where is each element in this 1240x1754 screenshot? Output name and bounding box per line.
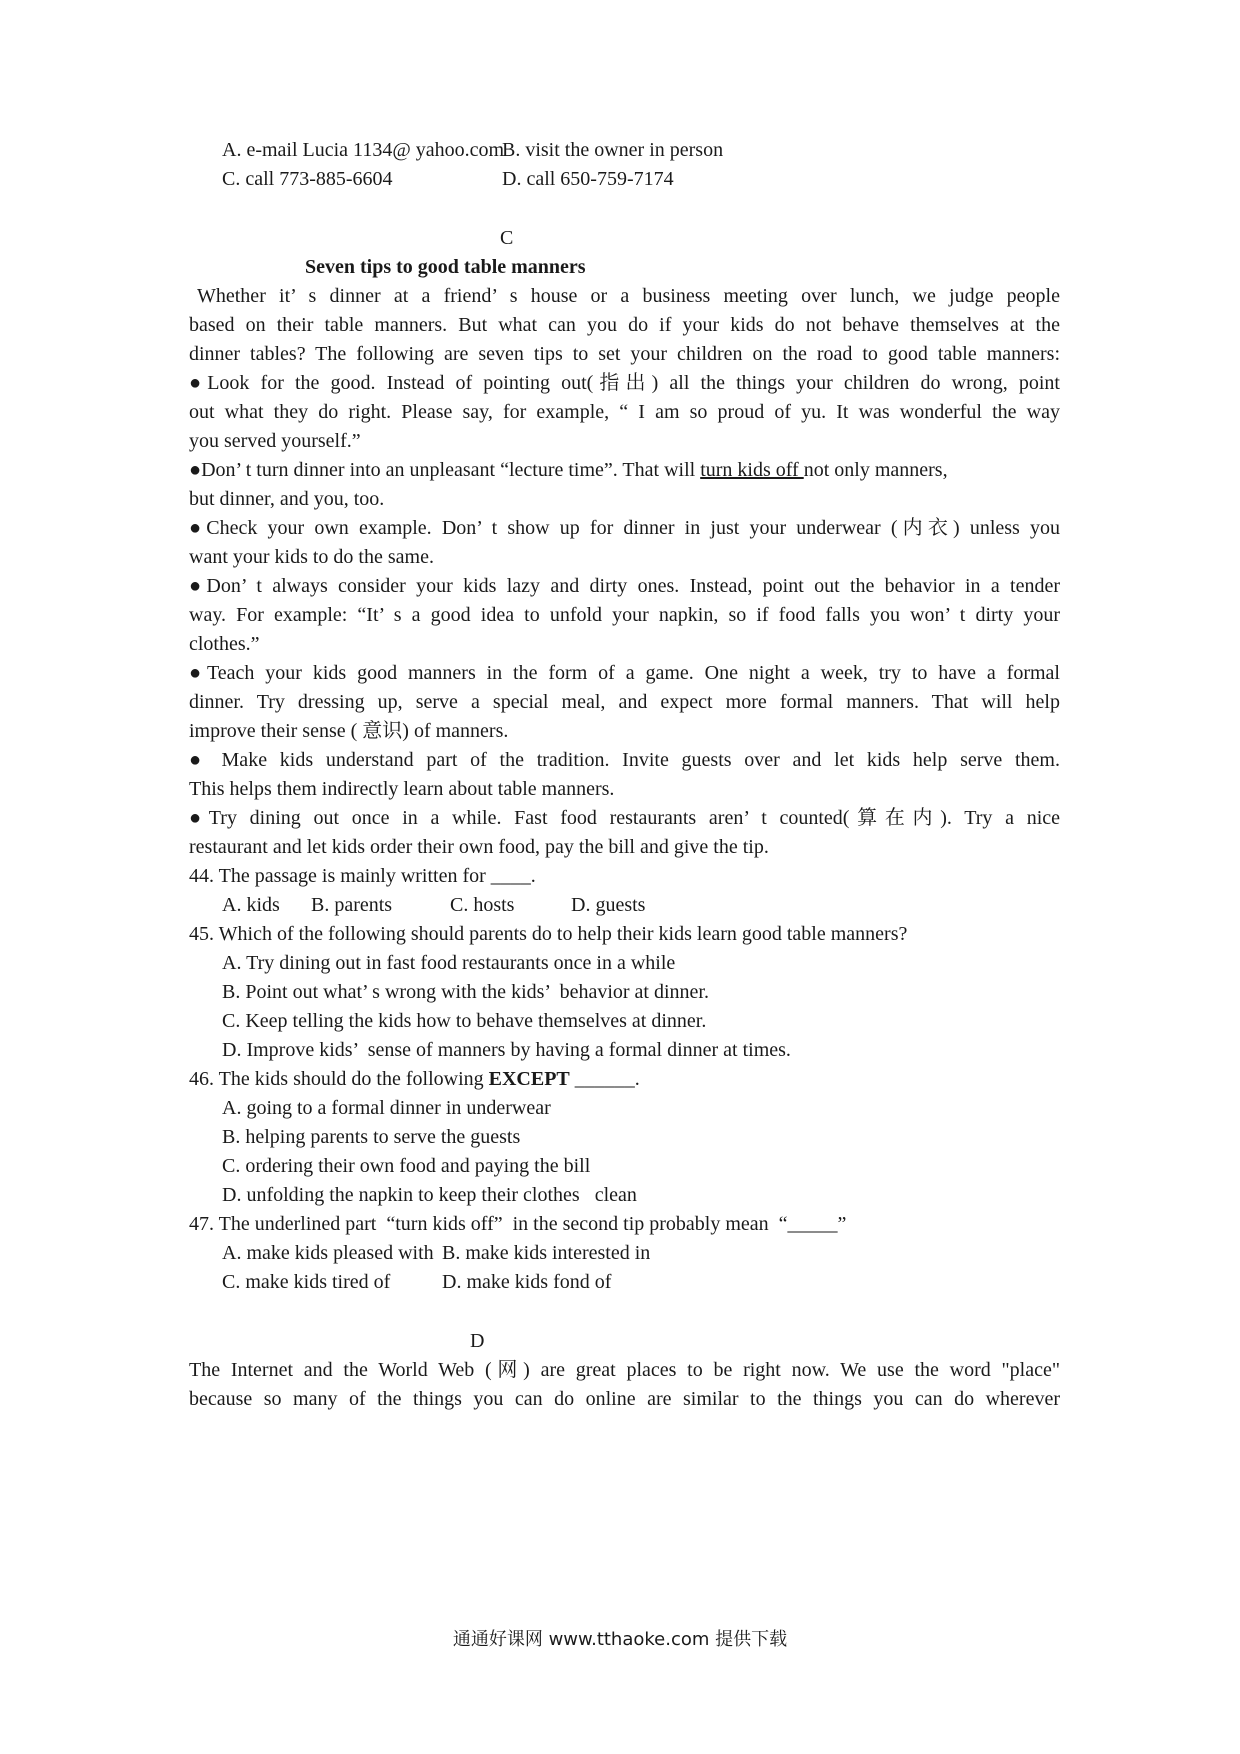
tip1-line-3: you served yourself.”: [189, 430, 361, 452]
tip2-text-pre: ●Don’ t turn dinner into an unpleasant “lecture time”. That will: [189, 459, 701, 481]
tip7-line-1: ●Try dining out once in a while. Fast food restaurants aren’ t counted(算在内). Try a nice: [189, 807, 1060, 829]
q45-option-b: B. Point out what’ s wrong with the kids’ behavior at dinner.: [222, 981, 709, 1003]
intro-line-2: based on their table manners. But what can you do if your kids do not behave themselves at the: [189, 314, 1060, 336]
question-44-stem: 44. The passage is mainly written for ____.: [189, 865, 536, 887]
question-45-stem: 45. Which of the following should parents do to help their kids learn good table manners?: [189, 923, 908, 945]
prev-option-c: C. call 773-885-6604: [222, 168, 393, 190]
q47-option-b: B. make kids interested in: [442, 1242, 651, 1264]
tip7-line-2: restaurant and let kids order their own food, pay the bill and give the tip.: [189, 836, 769, 858]
section-d-letter: D: [470, 1330, 485, 1352]
q46-option-b: B. helping parents to serve the guests: [222, 1126, 521, 1148]
q45-option-c: C. Keep telling the kids how to behave themselves at dinner.: [222, 1010, 707, 1032]
tip2-text-post: not only manners,: [803, 459, 948, 481]
section-d-line-2: because so many of the things you can do online are similar to the things you can do wherever: [189, 1388, 1060, 1410]
tip4-line-3: clothes.”: [189, 633, 260, 655]
page-footer: 通通好课网 www.tthaoke.com 提供下载: [452, 1629, 788, 1650]
tip2-line-1: [189, 456, 1060, 484]
tip5-line-1: ●Teach your kids good manners in the form of a game. One night a week, try to have a formal: [189, 662, 1060, 684]
q44-option-a: A. kids: [222, 894, 280, 916]
q46-stem-post: ______.: [569, 1068, 640, 1090]
tip3-line-2: want your kids to do the same.: [189, 546, 434, 568]
q46-option-c: C. ordering their own food and paying the bill: [222, 1155, 591, 1177]
prev-option-a: A. e-mail Lucia 1134@ yahoo.com: [222, 139, 505, 161]
tip1-line-1: ●Look for the good. Instead of pointing out(指出) all the things your children do wrong, point: [189, 372, 1060, 394]
q47-option-d: D. make kids fond of: [442, 1271, 612, 1293]
tip5-line-3: improve their sense ( 意识) of manners.: [189, 720, 509, 742]
q44-option-d: D. guests: [571, 894, 646, 916]
intro-line-3: dinner tables? The following are seven tips to set your children on the road to good table manners:: [189, 343, 1060, 365]
q46-option-d: D. unfolding the napkin to keep their clothes clean: [222, 1184, 637, 1206]
tip5-line-2: dinner. Try dressing up, serve a special meal, and expect more formal manners. That will help: [189, 691, 1060, 713]
q46-option-a: A. going to a formal dinner in underwear: [222, 1097, 551, 1119]
q47-option-a: A. make kids pleased with: [222, 1242, 434, 1264]
q47-option-c: C. make kids tired of: [222, 1271, 391, 1293]
tip4-line-1: ●Don’ t always consider your kids lazy and dirty ones. Instead, point out the behavior in a tender: [189, 575, 1060, 597]
tip6-line-2: This helps them indirectly learn about table manners.: [189, 778, 615, 800]
prev-option-d: D. call 650-759-7174: [502, 168, 674, 190]
question-47-stem: 47. The underlined part “turn kids off” in the second tip probably mean “_____”: [189, 1213, 847, 1235]
q45-option-d: D. Improve kids’ sense of manners by having a formal dinner at times.: [222, 1039, 791, 1061]
question-46-stem: [189, 1065, 1060, 1093]
prev-option-b: B. visit the owner in person: [502, 139, 724, 161]
tip6-line-1: ● Make kids understand part of the tradition. Invite guests over and let kids help serve them.: [189, 749, 1060, 771]
intro-line-1: Whether it’ s dinner at a friend’ s house or a business meeting over lunch, we judge people: [197, 285, 1060, 307]
tip2-line-2: but dinner, and you, too.: [189, 488, 385, 510]
section-c-letter: C: [500, 227, 514, 249]
tip4-line-2: way. For example: “It’ s a good idea to unfold your napkin, so if food falls you won’ t dirty your: [189, 604, 1060, 626]
section-c-title: Seven tips to good table manners: [305, 256, 586, 278]
tip3-line-1: ●Check your own example. Don’ t show up for dinner in just your underwear (内衣) unless you: [189, 517, 1060, 539]
tip2-underlined-phrase: turn kids off: [700, 459, 804, 481]
q46-stem-pre: 46. The kids should do the following: [189, 1068, 489, 1090]
tip1-line-2: out what they do right. Please say, for example, “ I am so proud of yu. It was wonderful the way: [189, 401, 1060, 423]
q44-option-b: B. parents: [311, 894, 393, 916]
section-d-line-1: The Internet and the World Web (网) are great places to be right now. We use the word "place": [189, 1359, 1060, 1381]
q46-stem-except: EXCEPT: [488, 1068, 570, 1090]
q44-option-c: C. hosts: [450, 894, 515, 916]
q45-option-a: A. Try dining out in fast food restaurants once in a while: [222, 952, 676, 974]
